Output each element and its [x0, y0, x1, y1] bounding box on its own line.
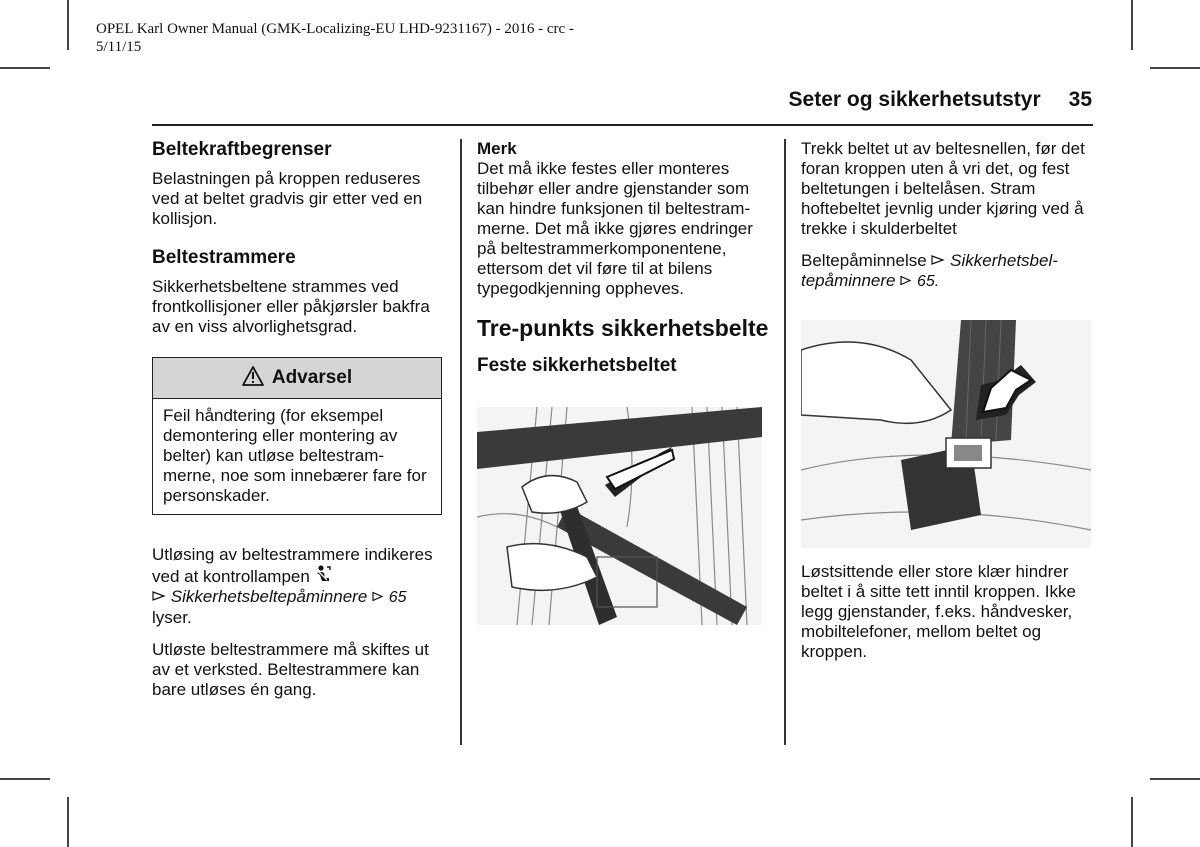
reminder-label: Beltepåminnelse	[801, 251, 927, 270]
seatbelt-warning-lamp-icon	[315, 567, 331, 586]
page-reference-arrow-icon	[152, 587, 171, 606]
deploy-page-ref[interactable]: 65	[388, 589, 407, 606]
crop-mark	[1150, 778, 1200, 780]
warning-box	[152, 357, 442, 515]
crop-mark	[1131, 0, 1133, 50]
crop-mark	[1131, 797, 1133, 847]
note-text: Det må ikke festes eller monteres tilbehør eller andre gjenstander som kan hindre funksjonen til beltestrammerne. Det må ikke gjøres endringer på beltestrammerkomponentene, ettersom det vil føre til at bilens typegodkjenning oppheves.	[477, 159, 753, 298]
column-left	[152, 139, 444, 712]
warning-title: Advarsel	[271, 367, 353, 388]
reminder-page-ref[interactable]: 65.	[916, 273, 940, 290]
crop-mark	[67, 0, 69, 50]
paragraph-pull-belt: Trekk beltet ut av beltesnellen, før det foran kroppen uten å vri det, og fest beltetungen i beltelåsen. Stram hoftebeltet jevnlig under kjøring ved å trekke i skulderbeltet	[801, 139, 1085, 238]
warning-header	[153, 358, 441, 399]
print-meta-line2: 5/11/15	[96, 39, 142, 55]
deploy-link[interactable]: Sikkerhetsbeltepåminnere	[170, 587, 368, 606]
section-title: Seter og sikkerhetsutstyr	[788, 88, 1041, 111]
fasten-belt-illustration	[477, 407, 762, 625]
buckle-illustration	[801, 320, 1091, 548]
column-right	[801, 139, 1093, 674]
heading-three-point-belt: Tre-punkts sikkerhetsbelte	[477, 315, 769, 341]
reminder-link[interactable]: Sikkerhetsbeltepåminnere	[801, 251, 1058, 290]
print-meta-line1: OPEL Karl Owner Manual (GMK-Localizing-EU LHD-9231167) - 2016 - crc -	[96, 21, 574, 37]
heading-fasten-belt: Feste sikkerhetsbeltet	[477, 355, 677, 376]
heading-beltekraftbegrenser: Beltekraftbegrenser	[152, 139, 332, 160]
crop-mark	[0, 67, 50, 69]
paragraph-clothes: Løstsittende eller store klær hindrer beltet i å sitte tett inntil kroppen. Ikke legg gjenstander, f.eks. håndvesker, mobiltelefoner, mellom beltet og kroppen.	[801, 562, 1076, 661]
crop-mark	[0, 778, 50, 780]
print-meta	[96, 20, 574, 56]
warning-text: Feil håndtering (for eksempel demontering eller montering av belter) kan utløse beltestrammerne, noe som innebærer fare for personskader.	[163, 406, 427, 505]
heading-beltestrammere: Beltestrammere	[152, 247, 296, 268]
column-divider	[460, 139, 462, 745]
paragraph-replace: Utløste beltestrammere må skiftes ut av et verksted. Beltestrammere kan bare utløses én gang.	[152, 640, 429, 699]
column-divider	[784, 139, 786, 745]
page-number: 35	[1068, 88, 1092, 111]
paragraph-pretensioner: Sikkerhetsbeltene strammes ved frontkollisjoner eller påkjørsler bakfra av en viss alvorlighetsgrad.	[152, 277, 430, 336]
page-reference-arrow-icon	[931, 251, 950, 270]
page-reference-arrow-icon	[372, 587, 389, 606]
column-middle	[477, 139, 769, 625]
deploy-text: Utløsing av beltestrammere indikeres ved at kontrollampen	[152, 545, 433, 586]
warning-triangle-icon	[242, 366, 264, 391]
page-reference-arrow-icon	[900, 271, 917, 290]
header-rule	[152, 124, 1093, 126]
paragraph-reminder	[801, 251, 1093, 292]
deploy-text-end: lyser.	[152, 608, 192, 627]
running-header	[789, 88, 1092, 112]
note-label: Merk	[477, 139, 517, 158]
paragraph-limiter: Belastningen på kroppen reduseres ved at beltet gradvis gir etter ved en kollisjon.	[152, 169, 423, 228]
crop-mark	[67, 797, 69, 847]
crop-mark	[1150, 67, 1200, 69]
paragraph-deploy	[152, 545, 444, 628]
